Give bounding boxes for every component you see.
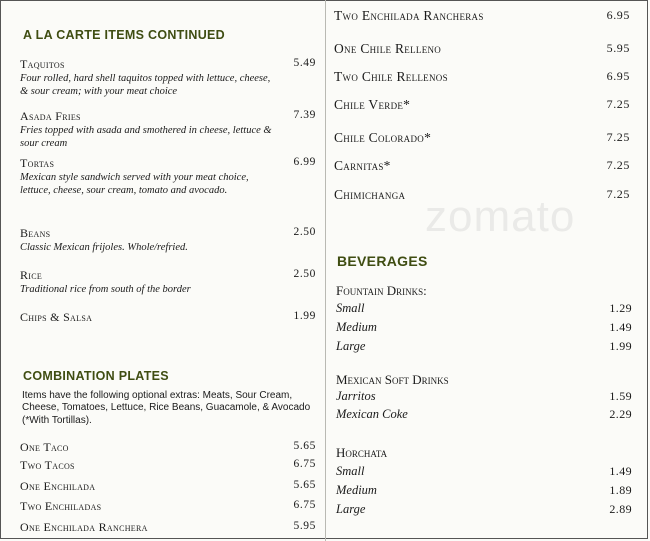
item-name: Two Tacos [20, 458, 75, 472]
item-name: Beans [20, 226, 51, 240]
combo-item [20, 499, 316, 514]
item-name: Rice [20, 268, 43, 282]
item-name: Small [336, 301, 365, 315]
item-price: 6.75 [293, 499, 316, 511]
beverages-heading: BEVERAGES [337, 253, 428, 269]
item-price: 7.25 [606, 187, 630, 201]
combo-item [334, 130, 630, 146]
item-price: 7.25 [606, 158, 630, 172]
item-price: 2.29 [609, 407, 632, 421]
item-name: One Chile Relleno [334, 41, 442, 56]
column-divider [325, 0, 326, 541]
item-price: 2.50 [293, 226, 316, 238]
beverage-item [336, 320, 632, 335]
item-name: Chips & Salsa [20, 310, 93, 324]
item-price: 6.95 [606, 69, 630, 83]
fountain-drinks-title: Fountain Drinks: [336, 283, 427, 298]
item-name: Tortas [20, 156, 55, 170]
item-price: 5.65 [293, 440, 316, 452]
beverage-item [336, 389, 632, 404]
item-name: Small [336, 464, 365, 478]
watermark: zomato [425, 192, 576, 241]
item-name: One Taco [20, 440, 69, 454]
item-name: Mexican Coke [336, 407, 408, 421]
item-name: Large [336, 339, 366, 353]
item-price: 1.49 [609, 320, 632, 334]
item-price: 7.25 [606, 97, 630, 111]
item-price: 7.39 [293, 109, 316, 121]
item-name: Jarritos [336, 389, 376, 403]
beverage-item [336, 407, 632, 422]
item-name: Medium [336, 320, 377, 334]
item-name: Chile Verde* [334, 97, 411, 112]
combo-item [20, 479, 316, 494]
beverage-item [336, 483, 632, 498]
combo-item [334, 158, 630, 174]
item-price: 5.65 [293, 479, 316, 491]
item-name: Two Enchiladas [20, 499, 102, 513]
item-name: One Enchilada [20, 479, 96, 493]
item-name: Taquitos [20, 57, 65, 71]
menu-item [20, 226, 316, 254]
item-description: Fries topped with asada and smothered in cheese, lettuce & sour cream [20, 125, 272, 149]
combo-item [20, 440, 316, 455]
menu-item [20, 57, 316, 98]
item-price: 1.29 [609, 301, 632, 315]
a-la-carte-heading: A LA CARTE ITEMS CONTINUED [23, 28, 226, 42]
item-name: Chimichanga [334, 187, 406, 202]
item-description: Traditional rice from south of the border [20, 284, 191, 295]
combo-extras-note: Items have the following optional extras: Meats, Sour Cream, Cheese, Tomatoes, Lettuce, Rice Beans, Guacamole, & Avocado (*With Tortillas). [22, 390, 311, 426]
item-price: 7.25 [606, 130, 630, 144]
combo-item [20, 458, 316, 473]
item-price: 2.89 [609, 502, 632, 516]
horchata-title: Horchata [336, 445, 388, 460]
menu-item [20, 268, 316, 296]
combo-item [334, 97, 630, 113]
item-price: 1.89 [609, 483, 632, 497]
item-price: 5.49 [293, 57, 316, 69]
combo-item [20, 520, 316, 535]
menu-item [20, 156, 316, 197]
item-price: 1.59 [609, 389, 632, 403]
item-price: 1.99 [293, 310, 316, 322]
item-description: Classic Mexican frijoles. Whole/refried. [20, 242, 188, 253]
combo-item [334, 41, 630, 57]
item-price: 6.99 [293, 156, 316, 168]
beverage-item [336, 301, 632, 316]
item-name: One Enchilada Ranchera [20, 520, 148, 534]
item-price: 5.95 [293, 520, 316, 532]
item-name: Carnitas* [334, 158, 391, 173]
item-name: Two Chile Rellenos [334, 69, 448, 84]
combo-item [334, 69, 630, 85]
beverage-item [336, 464, 632, 479]
item-price: 5.95 [606, 41, 630, 55]
item-price: 1.99 [609, 339, 632, 353]
item-price: 6.95 [606, 8, 630, 22]
menu-item [20, 109, 316, 150]
beverage-item [336, 502, 632, 517]
item-name: Large [336, 502, 366, 516]
item-price: 1.49 [609, 464, 632, 478]
combo-item [334, 187, 630, 203]
item-price: 2.50 [293, 268, 316, 280]
item-price: 6.75 [293, 458, 316, 470]
item-name: Two Enchilada Rancheras [334, 8, 484, 23]
item-description: Mexican style sandwich served with your meat choice, lettuce, cheese, sour cream, tomato and avocado. [20, 172, 249, 196]
item-description: Four rolled, hard shell taquitos topped with lettuce, cheese, & sour cream; with your meat choice [20, 73, 271, 97]
item-name: Asada Fries [20, 109, 81, 123]
item-name: Chile Colorado* [334, 130, 432, 145]
item-name: Medium [336, 483, 377, 497]
combination-plates-heading: COMBINATION PLATES [23, 369, 169, 383]
combo-item [334, 8, 630, 24]
mexican-soft-drinks-title: Mexican Soft Drinks [336, 372, 449, 387]
menu-item [20, 310, 316, 325]
beverage-item [336, 339, 632, 354]
